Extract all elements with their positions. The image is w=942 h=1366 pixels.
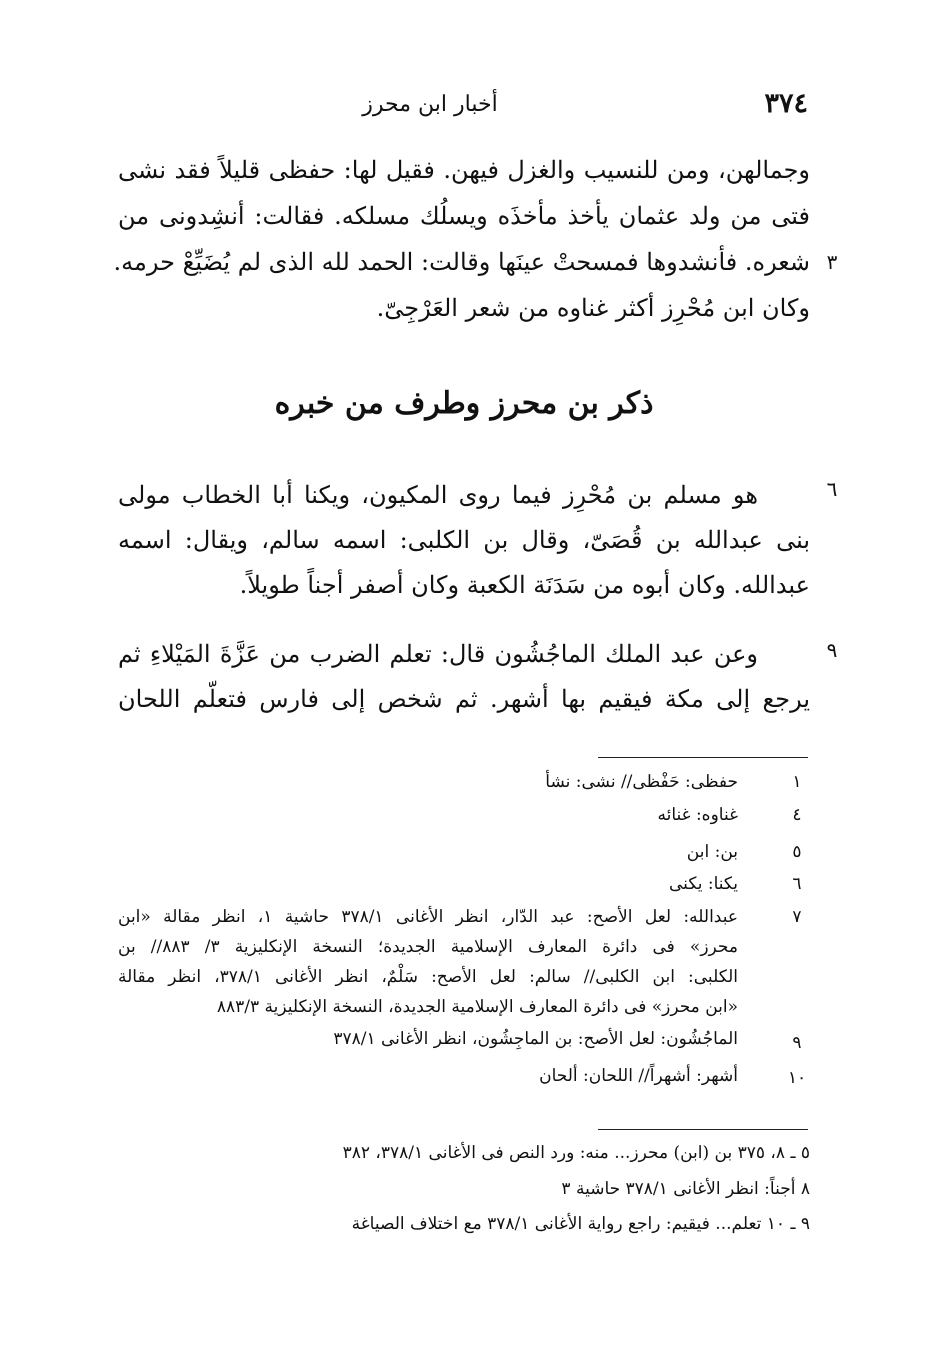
- reference-line: ٩ ـ ١٠ تعلم... فيقيم: راجع رواية الأغانى ٣٧٨/١ مع اختلاف الصياغة: [351, 1214, 810, 1234]
- line-number: ٣: [826, 250, 838, 274]
- body-line: فتى من ولد عثمان يأخذ مأخذَه ويسلُك مسلكه. فقالت: أنشِدونى من: [118, 202, 810, 230]
- page-number: ٣٧٤: [764, 88, 808, 119]
- line-number: ٩: [826, 638, 838, 662]
- footnote-line: حفظى: حَفْظى// نشى: نشأ: [545, 772, 738, 792]
- section-title: ذكر بن محرز وطرف من خبره: [274, 386, 654, 421]
- body-line: بنى عبدالله بن قُصَىّ، وقال بن الكلبى: اسمه سالم، ويقال: اسمه: [118, 526, 810, 554]
- footnote-line: يكنا: يكنى: [669, 874, 738, 894]
- body-line: هو مسلم بن مُحْرِز فيما روى المكيون، ويكنا أبا الخطاب مولى: [118, 481, 758, 509]
- body-line: يرجع إلى مكة فيقيم بها أشهر. ثم شخص إلى فارس فتعلّم اللحان: [118, 685, 810, 713]
- footnote-number: ١: [792, 772, 802, 792]
- footnote-line: الكلبى: ابن الكلبى// سالم: لعل الأصح: سَلْمٌ، انظر الأغانى ٣٧٨/١، انظر مقالة: [118, 967, 738, 987]
- reference-line: ٨ أجناً: انظر الأغانى ٣٧٨/١ حاشية ٣: [561, 1179, 810, 1199]
- footnote-number: ٩: [792, 1033, 802, 1053]
- body-line: شعره. فأنشدوها فمسحتْ عينَها وقالت: الحمد لله الذى لم يُضَيِّعْ حرمه.: [113, 248, 810, 276]
- footnote-number: ٥: [792, 842, 802, 862]
- footnote-number: ٧: [792, 907, 802, 927]
- body-line: عبدالله. وكان أبوه من سَدَنَة الكعبة وكان أصفر أجناً طويلاً.: [239, 571, 810, 599]
- footnote-number: ٦: [792, 874, 802, 894]
- footnote-number: ١٠: [787, 1068, 807, 1088]
- footnote-rule: [598, 757, 808, 758]
- footnote-number: ٤: [792, 805, 802, 825]
- footnote-line: غناوه: غنائه: [657, 805, 738, 825]
- footnote-line: الماجُشُون: لعل الأصح: بن الماجِشُون، انظر الأغانى ٣٧٨/١: [333, 1029, 738, 1049]
- body-line: وعن عبد الملك الماجُشُون قال: تعلم الضرب من عَزَّةَ المَيْلاءِ ثم: [118, 640, 758, 668]
- line-number: ٦: [826, 477, 838, 501]
- body-line: وجمالهن، ومن للنسيب والغزل فيهن. فقيل لها: حفظى قليلاً فقد نشى: [118, 156, 810, 184]
- references-rule: [598, 1129, 808, 1130]
- footnote-line: محرز» فى دائرة المعارف الإسلامية الجديدة؛ النسخة الإنكليزية ٣/ ٨٨٣// بن: [118, 937, 738, 957]
- body-line: وكان ابن مُحْرِز أكثر غناوه من شعر العَرْجِىّ.: [376, 294, 810, 322]
- footnote-line: عبدالله: لعل الأصح: عبد الدّار، انظر الأغانى ٣٧٨/١ حاشية ١، انظر مقالة «ابن: [118, 907, 738, 927]
- footnote-line: أشهر: أشهراً// اللحان: ألحان: [539, 1066, 738, 1086]
- running-head: أخبار ابن محرز: [362, 92, 498, 117]
- footnote-line: «ابن محرز» فى دائرة المعارف الإسلامية الجديدة، النسخة الإنكليزية ٨٨٣/٣: [216, 997, 738, 1017]
- footnote-line: بن: ابن: [686, 842, 738, 862]
- reference-line: ٥ ـ ٨، ٣٧٥ بن (ابن) محرز... منه: ورد النص فى الأغانى ٣٧٨/١، ٣٨٢: [342, 1143, 810, 1163]
